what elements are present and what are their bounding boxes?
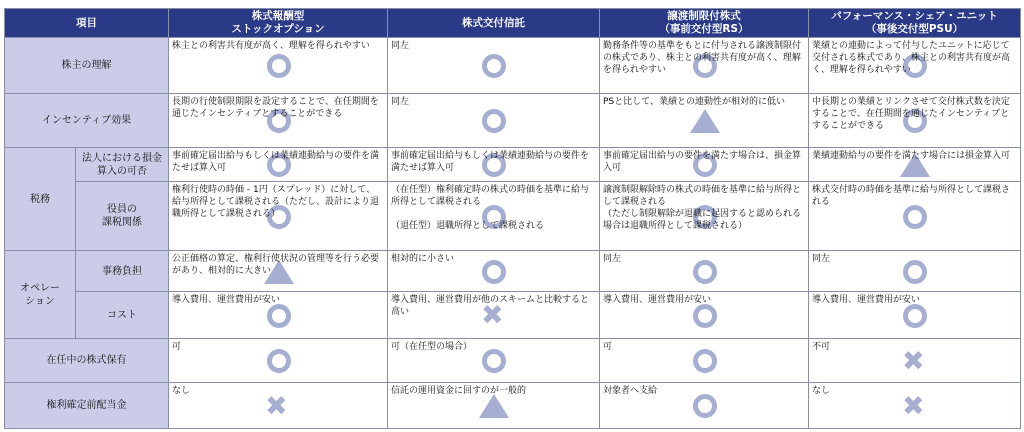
cell-text: 事前確定届出給与の要件を満たす場合は、損金算入可 [603,151,802,173]
cell-tax_deduct-4 [808,147,1021,182]
row-header-cost [75,291,169,339]
cell-cost-1 [168,291,388,339]
row-header-holding [4,338,169,383]
cell-text: 可 [603,342,613,352]
cell-text: 同左 [603,254,622,264]
cell-tax_officer-4 [808,181,1021,251]
cross-mark-icon: ✖ [902,346,925,377]
cell-dividend-3 [599,382,809,429]
cell-holding-4 [808,338,1021,383]
cell-text: 株式交付時の時価を基準に給与所得として課税される [812,185,1011,207]
column-header-col2 [387,8,600,38]
cell-text: 相対的に小さい [391,254,455,264]
row-group-tax [4,147,76,251]
cell-text: 勤務条件等の基準をもとに付与される譲渡制限付の株式であり、株主との利害共有度が高く、理解を得られやすい [603,41,802,75]
row-header-label: 権利確定前配当金 [46,400,127,411]
cell-text: 公正価格の算定、権利行使状況の管理等を行う必要があり、相対的に大きい [172,254,380,276]
cell-dividend-2 [387,382,600,429]
cell-text: 導入費用、運営費用が安い [812,295,921,305]
row-header-label: オペレー ション [20,282,60,307]
cell-text: 長期の行使制限期限を設定することで、在任期間を通じたインセンティブとすることができる [172,97,379,119]
cell-incentive-3 [599,93,809,148]
row-header-label: コスト [107,309,137,321]
cross-mark-icon: ✖ [902,391,925,422]
cell-text: 導入費用、運営費用が安い [172,295,281,305]
cell-holding-1 [168,338,388,383]
row-header-incentive [4,93,169,148]
cell-tax_deduct-3 [599,147,809,182]
column-header-label: 項目 [76,16,97,29]
row-header-dividend [4,382,169,429]
cell-text: 譲渡制限解除時の株式の時価を基準に給与所得として課税される （ただし制限解除が退職に起因すると認められる場合は退職所得として課税される） [603,185,802,231]
cell-tax_officer-1 [168,181,388,251]
row-header-label: インセンティブ効果 [41,115,132,126]
cell-text: 事前確定届出給与もしくは業績連動給与の要件を満たせば算入可 [172,151,380,173]
row-header-label: 税務 [30,193,50,205]
cell-tax_officer-3 [599,181,809,251]
cell-cost-4 [808,291,1021,339]
circle-mark-icon [482,54,506,78]
cell-text: 不可 [812,342,831,352]
cell-cost-3 [599,291,809,339]
row-header-label: 事務負担 [102,265,142,277]
column-header-col3 [599,8,809,38]
row-header-tax_officer [75,181,169,251]
row-header-admin_burden [75,250,169,292]
cell-text: 導入費用、運営費用が他のスキームと比較すると高い [391,295,590,317]
column-header-label: 株式交付信託 [462,16,525,29]
cell-text: 業績との連動によって付与したユニットに応じて交付される株式であり、株主との利害共有度が高く、理解を得られやすい [812,41,1011,75]
row-header-label: 役員の 課税関係 [102,204,142,228]
circle-mark-icon [693,304,717,328]
cell-text: 導入費用、運営費用が安い [603,295,712,305]
cell-text: 同左 [812,254,831,264]
cell-shareholder-1 [168,37,388,94]
cell-shareholder-3 [599,37,809,94]
cell-admin_burden-1 [168,250,388,292]
cell-cost-2 [387,291,600,339]
cell-tax_deduct-2 [387,147,600,182]
row-header-label: 在任中の株式保有 [46,355,127,366]
cell-holding-2 [387,338,600,383]
cross-mark-icon: ✖ [265,391,288,422]
cell-incentive-1 [168,93,388,148]
cell-text: 同左 [391,41,410,51]
column-header-col1 [168,8,388,38]
row-header-label: 法人における損金 算入の可否 [82,152,162,177]
cell-text: PSと比して、業績との連動性が相対的に低い [603,97,785,107]
circle-mark-icon [693,394,717,418]
circle-mark-icon [267,54,291,78]
triangle-mark-icon [479,394,509,418]
row-group-operation [4,250,76,339]
triangle-mark-icon [690,109,720,133]
column-header-item [4,8,169,38]
cell-tax_deduct-1 [168,147,388,182]
cell-shareholder-4 [808,37,1021,94]
column-header-label: 譲渡制限付株式 （事前交付型RS） [659,10,749,35]
cell-dividend-1 [168,382,388,429]
column-header-label: パフォーマンス・シェア・ユニット （事後交付型PSU） [831,10,998,35]
cell-text: 事前確定届出給与もしくは業績連動給与の要件を満たせば算入可 [391,151,590,173]
cell-text: 権利行使時の時価 - 1円（スプレッド）に対して、給与所得として課税される（ただし、設計により退職所得として課税される） [172,185,380,219]
cross-mark-icon: ✖ [481,300,504,331]
cell-admin_burden-3 [599,250,809,292]
circle-mark-icon [482,109,506,133]
cell-text: 可 [172,342,182,352]
cell-incentive-4 [808,93,1021,148]
cell-text: 対象者へ支給 [603,386,658,396]
cell-admin_burden-4 [808,250,1021,292]
cell-incentive-2 [387,93,600,148]
cell-admin_burden-2 [387,250,600,292]
cell-text: 同左 [391,97,410,107]
circle-mark-icon [267,304,291,328]
cell-tax_officer-2 [387,181,600,251]
cell-text: 信託の運用資金に回すのが一般的 [391,386,527,396]
cell-holding-3 [599,338,809,383]
cell-text: 株主との利害共有度が高く、理解を得られやすい [172,41,370,51]
row-header-label: 株主の理解 [61,60,112,71]
row-header-shareholder [4,37,169,94]
column-header-label: 株式報酬型 ストックオプション [231,10,325,35]
circle-mark-icon [903,304,927,328]
cell-dividend-4 [808,382,1021,429]
column-header-col4 [808,8,1021,38]
cell-shareholder-2 [387,37,600,94]
cell-text: 業績連動給与の要件を満たす場合には損金算入可 [812,151,1011,161]
cell-text: なし [172,386,191,396]
cell-text: 中長期との業績とリンクさせて交付株式数を決定することで、在任期間を通じたインセンティブとすることができる [812,97,1010,131]
cell-text: なし [812,386,831,396]
cell-text: （在任型）権利確定時の株式の時価を基準に給与所得として課税される （退任型）退職所得として課税される [391,185,590,231]
row-header-tax_deduct [75,147,169,182]
circle-mark-icon [903,205,927,229]
cell-text: 可（在任型の場合） [391,342,473,352]
